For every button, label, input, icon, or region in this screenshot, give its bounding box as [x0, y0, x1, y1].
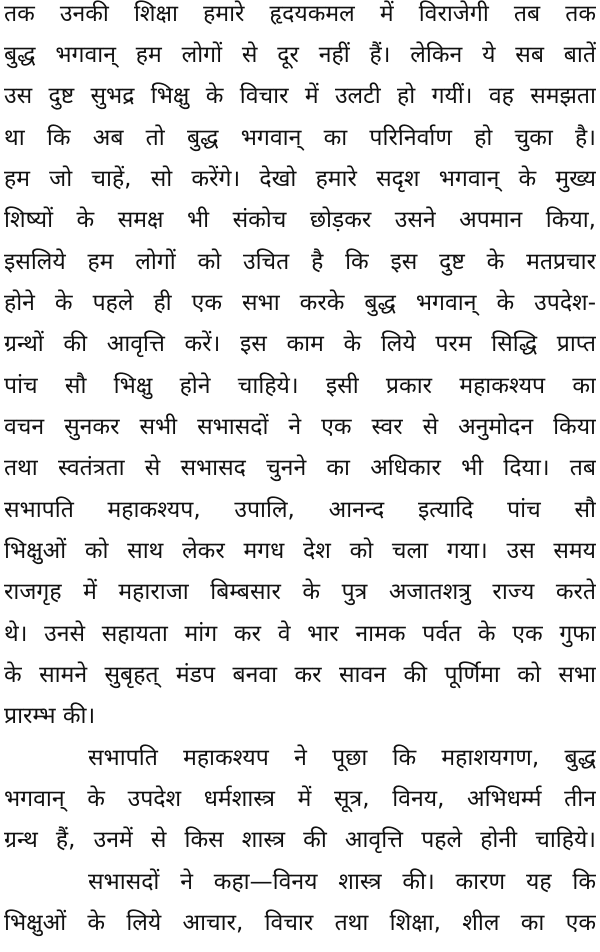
text-line-20: भगवान् के उपदेश धर्मशास्त्र में सूत्र, विनय, अभिधर्म्म तीन	[4, 786, 596, 812]
text-line-16: थे। उनसे सहायता मांग कर वे भार नामक पर्वत के एक गुफा	[4, 621, 596, 647]
text-line-4: था कि अब तो बुद्ध भगवान् का परिनिर्वाण हो चुका है।	[4, 125, 596, 151]
text-line-11: वचन सुनकर सभी सभासदों ने एक स्वर से अनुमोदन किया	[4, 414, 596, 440]
text-line-8: होने के पहले ही एक सभा करके बुद्ध भगवान् के उपदेश-	[4, 290, 596, 316]
text-line-23: भिक्षुओं के लिये आचार, विचार तथा शिक्षा, शील का एक	[4, 910, 596, 936]
text-line-17: के सामने सुबृहत् मंडप बनवा कर सावन की पूर्णिमा को सभा	[4, 662, 596, 688]
text-line-3: उस दुष्ट सुभद्र भिक्षु के विचार में उलटी हो गयीं। वह समझता	[4, 83, 596, 109]
text-line-18: प्रारम्भ की।	[4, 703, 96, 729]
text-line-10: पांच सौ भिक्षु होने चाहिये। इसी प्रकार महाकश्यप का	[4, 373, 596, 399]
text-line-21: ग्रन्थ हैं, उनमें से किस शास्त्र की आवृत्ति पहले होनी चाहिये।	[4, 827, 596, 853]
text-line-19: सभापति महाकश्यप ने पूछा कि महाशयगण, बुद्ध	[88, 745, 596, 771]
text-line-5: हम जो चाहें, सो करेंगे। देखो हमारे सदृश भगवान् के मुख्य	[4, 166, 596, 192]
text-line-13: सभापति महाकश्यप, उपालि, आनन्द इत्यादि पांच सौ	[4, 497, 596, 523]
text-line-15: राजगृह में महाराजा बिम्बसार के पुत्र अजातशत्रु राज्य करते	[4, 579, 596, 605]
text-line-2: बुद्ध भगवान् हम लोगों से दूर नहीं हैं। लेकिन ये सब बातें	[4, 42, 596, 68]
text-line-1: तक उनकी शिक्षा हमारे हृदयकमल में विराजेगी तब तक	[4, 1, 596, 27]
text-line-6: शिष्यों के समक्ष भी संकोच छोड़कर उसने अपमान किया,	[4, 207, 596, 233]
text-line-9: ग्रन्थों की आवृत्ति करें। इस काम के लिये परम सिद्धि प्राप्त	[4, 331, 596, 357]
text-line-14: भिक्षुओं को साथ लेकर मगध देश को चला गया। उस समय	[4, 538, 596, 564]
text-line-7: इसलिये हम लोगों को उचित है कि इस दुष्ट के मतप्रचार	[4, 249, 596, 275]
text-line-22: सभासदों ने कहा—विनय शास्त्र की। कारण यह कि	[88, 869, 596, 895]
text-line-12: तथा स्वतंत्रता से सभासद चुनने का अधिकार भी दिया। तब	[4, 455, 596, 481]
